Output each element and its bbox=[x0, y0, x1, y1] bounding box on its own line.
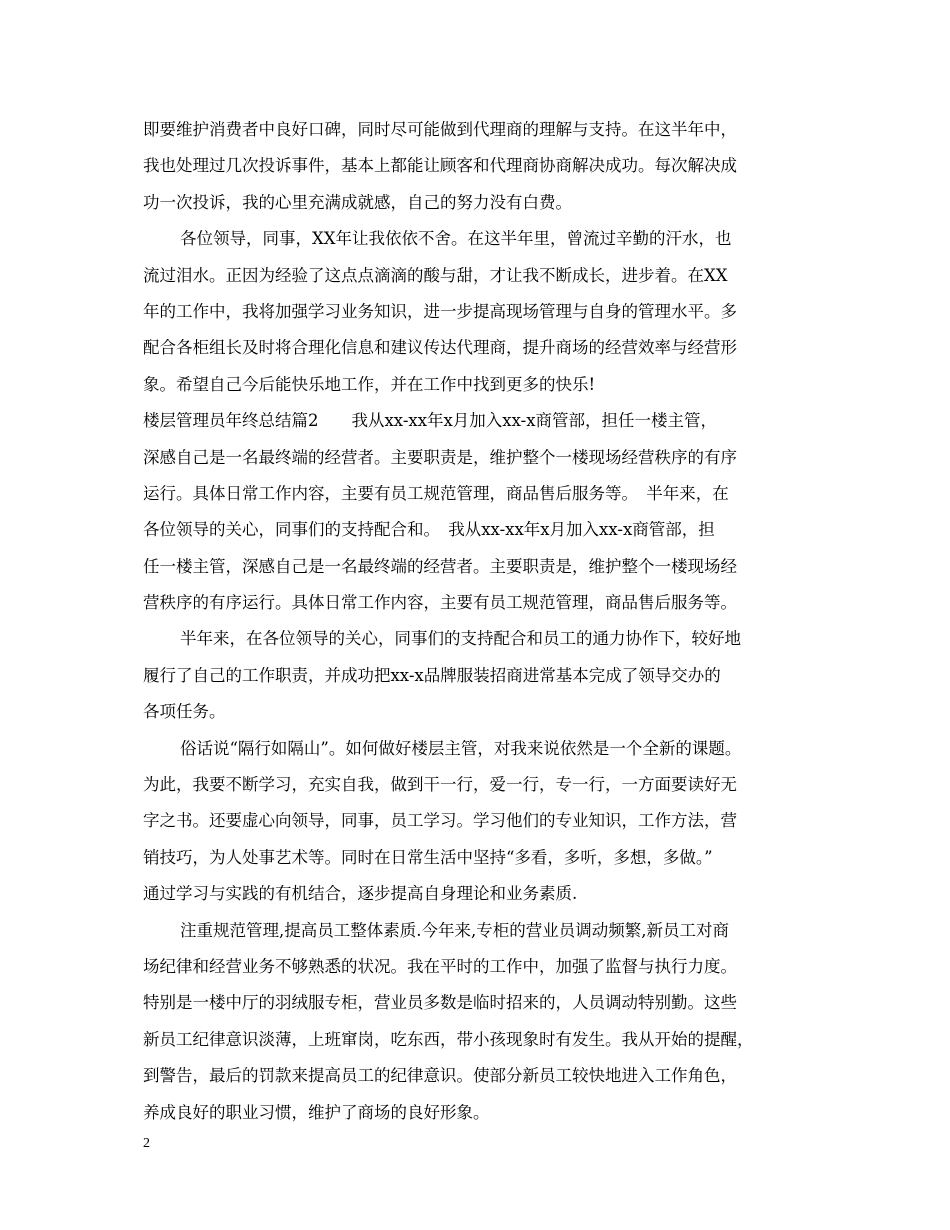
text-line: 销技巧，为人处事艺术等。同时在日常生活中坚持“多看，多听，多想，多做。” bbox=[143, 847, 713, 867]
paragraph-first-line: 俗话说“隔行如隔山”。如何做好楼层主管，对我来说依然是一个全新的课题。 bbox=[180, 738, 742, 758]
paragraph-first-line: 注重规范管理,提高员工整体素质.今年来,专柜的营业员调动频繁,新员工对商 bbox=[180, 920, 729, 940]
text-line: 即要维护消费者中良好口碑，同时尽可能做到代理商的理解与支持。在这半年中， bbox=[143, 120, 737, 139]
text-line: 配合各柜组长及时将合理化信息和建议传达代理商，提升商场的经营效率与经营形 bbox=[143, 338, 737, 358]
document-body bbox=[143, 112, 833, 1131]
text-line: 流过泪水。正因为经验了这点点滴滴的酸与甜，才让我不断成长，进步着。在XX bbox=[143, 265, 728, 285]
text-line: 场纪律和经营业务不够熟悉的状况。我在平时的工作中，加强了监督与执行力度。 bbox=[143, 956, 737, 976]
paragraph-first-line: 各位领导，同事，XX年让我依依不舍。在这半年里，曾流过辛勤的汗水，也 bbox=[180, 229, 732, 249]
text-line: 各位领导的关心，同事们的支持配合和。 我从xx-xx年x月加入xx-x商管部，担 bbox=[143, 520, 715, 540]
text-line: 运行。具体日常工作内容，主要有员工规范管理，商品售后服务等。 半年来，在 bbox=[143, 483, 729, 503]
section-heading-line: 楼层管理员年终总结篇2 我从xx-xx年x月加入xx-x商管部，担任一楼主管， bbox=[143, 411, 718, 431]
text-line: 各项任务。 bbox=[143, 702, 226, 722]
text-line: 履行了自己的工作职责，并成功把xx-x品牌服装招商进常基本完成了领导交办的 bbox=[143, 665, 721, 685]
text-line: 特别是一楼中厅的羽绒服专柜，营业员多数是临时招来的，人员调动特别勤。这些 bbox=[143, 993, 737, 1013]
text-line: 象。希望自己今后能快乐地工作，并在工作中找到更多的快乐! bbox=[143, 374, 596, 394]
text-line: 通过学习与实践的有机结合，逐步提高自身理论和业务素质. bbox=[143, 884, 578, 904]
text-line: 年的工作中，我将加强学习业务知识，进一步提高现场管理与自身的管理水平。多 bbox=[143, 301, 737, 321]
text-line: 深感自己是一名最终端的经营者。主要职责是，维护整个一楼现场经营秩序的有序 bbox=[143, 447, 737, 467]
text-line: 到警告，最后的罚款来提高员工的纪律意识。使部分新员工较快地进入工作角色， bbox=[143, 1066, 737, 1086]
text-line: 为此，我要不断学习，充实自我，做到干一行，爱一行，专一行，一方面要读好无 bbox=[143, 775, 737, 795]
text-line: 养成良好的职业习惯，维护了商场的良好形象。 bbox=[143, 1102, 490, 1122]
page-number: 2 bbox=[143, 1136, 150, 1151]
paragraph-first-line: 半年来，在各位领导的关心，同事们的支持配合和员工的通力协作下，较好地 bbox=[180, 629, 741, 649]
text-line: 营秩序的有序运行。具体日常工作内容，主要有员工规范管理，商品售后服务等。 bbox=[143, 593, 737, 613]
text-line: 我也处理过几次投诉事件，基本上都能让顾客和代理商协商解决成功。每次解决成 bbox=[143, 156, 737, 176]
text-line: 任一楼主管，深感自己是一名最终端的经营者。主要职责是，维护整个一楼现场经 bbox=[143, 556, 737, 576]
text-line: 字之书。还要虚心向领导，同事，员工学习。学习他们的专业知识，工作方法，营 bbox=[143, 811, 737, 831]
text-line: 新员工纪律意识淡薄，上班窜岗，吃东西，带小孩现象时有发生。我从开始的提醒， bbox=[143, 1029, 754, 1049]
text-line: 功一次投诉，我的心里充满成就感，自己的努力没有白费。 bbox=[143, 192, 572, 212]
